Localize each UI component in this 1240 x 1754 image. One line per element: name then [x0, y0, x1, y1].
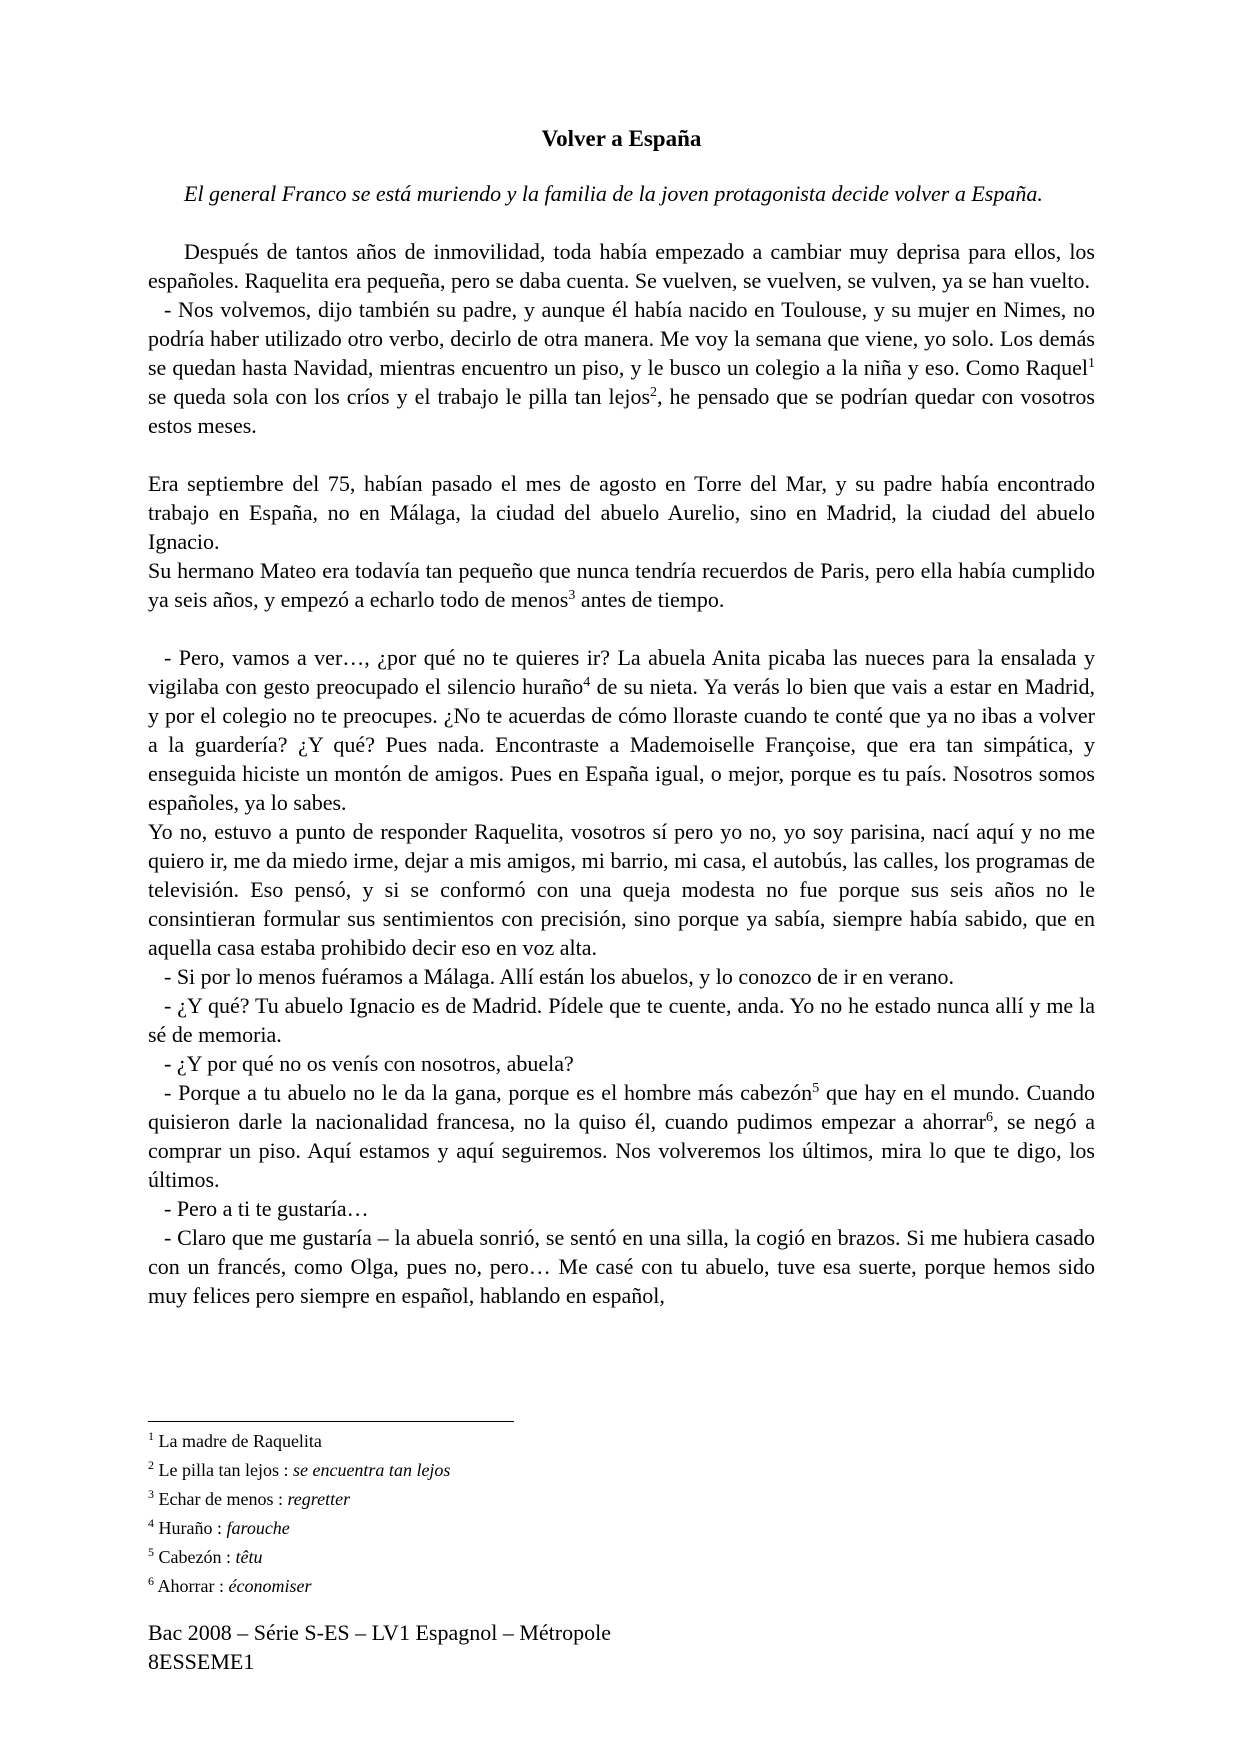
- footnote-item: [148, 1427, 1095, 1456]
- footnote-ref-2: 2: [650, 385, 658, 400]
- paragraph-8: - ¿Y qué? Tu abuelo Ignacio es de Madrid. Pídele que te cuente, anda. Yo no he estado nunca allí y me la sé de memoria.: [148, 993, 1095, 1047]
- footnote-item: [148, 1543, 1095, 1572]
- paragraph-5-part-b: de su nieta. Ya verás lo bien que vais a estar en Madrid, y por el colegio no te preocupes. ¿No te acuerdas de cómo lloraste cuando te conté que ya no ibas a volver a la guardería? ¿Y qué? Pues nada. Encontraste a Mademoiselle Françoise, que era tan simpática, y enseguida hiciste un montón de amigos. Pues en España igual, o mejor, porque es tu país. Nosotros somos españoles, ya lo sabes.: [148, 674, 1095, 815]
- paragraph-5-part-a: - Pero, vamos a ver…, ¿por qué no te quieres ir? La abuela Anita picaba las nueces para la ensalada y vigilaba con gesto preocupado el silencio huraño: [148, 645, 1095, 699]
- footnote-number: 1: [148, 1429, 154, 1443]
- footer-code: 8ESSEME1: [148, 1649, 255, 1674]
- footnote-item: [148, 1514, 1095, 1543]
- footnote-number: 2: [148, 1458, 154, 1472]
- footnote-definition: têtu: [235, 1547, 263, 1567]
- footnote-ref-1: 1: [1088, 356, 1095, 371]
- footnote-ref-5: 5: [812, 1081, 820, 1096]
- footnote-definition: regretter: [287, 1489, 351, 1509]
- footnote-number: 5: [148, 1545, 154, 1559]
- paragraph-3: Era septiembre del 75, habían pasado el mes de agosto en Torre del Mar, y su padre había encontrado trabajo en España, no en Málaga, la ciudad del abuelo Aurelio, sino en Madrid, la ciudad del abuelo Ignacio.: [148, 471, 1095, 554]
- footnotes: [148, 1427, 1095, 1601]
- footnote-number: 3: [148, 1487, 154, 1501]
- paragraph-2-part-b: se queda sola con los críos y el trabajo le pilla tan lejos: [148, 384, 651, 409]
- paragraph-10-part-a: - Porque a tu abuelo no le da la gana, porque es el hombre más cabezón: [164, 1080, 813, 1105]
- intro-paragraph: El general Franco se está muriendo y la familia de la joven protagonista decide volver a España.: [184, 181, 1043, 206]
- footnote-term: Echar de menos :: [158, 1489, 288, 1509]
- paragraph-10-part-b: que hay en el mundo. Cuando quisieron darle la nacionalidad francesa, no la quiso él, cuando pudimos empezar a ahorrar: [148, 1080, 1095, 1134]
- paragraph-4: [148, 556, 1095, 614]
- paragraph-1: Después de tantos años de inmovilidad, toda había empezado a cambiar muy deprisa para ellos, los españoles. Raquelita era pequeña, pero se daba cuenta. Se vuelven, se vuelven, se vulven, ya se han vuelto.: [148, 239, 1095, 293]
- footnote-ref-6: 6: [986, 1110, 993, 1125]
- paragraph-11: - Pero a ti te gustaría…: [164, 1196, 369, 1221]
- footnote-definition: se encuentra tan lejos: [292, 1460, 451, 1480]
- document-title: Volver a España: [541, 126, 702, 151]
- paragraph-9: - ¿Y por qué no os venís con nosotros, abuela?: [164, 1051, 574, 1076]
- paragraph-4-part-a: Su hermano Mateo era todavía tan pequeño que nunca tendría recuerdos de Paris, pero ella había cumplido ya seis años, y empezó a echarlo todo de menos: [148, 558, 1095, 612]
- footnote-term: Huraño :: [158, 1518, 227, 1538]
- footnote-term: Ahorrar :: [157, 1576, 229, 1596]
- paragraph-7: - Si por lo menos fuéramos a Málaga. Allí están los abuelos, y lo conozco de ir en verano.: [164, 964, 954, 989]
- paragraph-6: Yo no, estuvo a punto de responder Raquelita, vosotros sí pero yo no, yo soy parisina, nací aquí y no me quiero ir, me da miedo irme, dejar a mis amigos, mi barrio, mi casa, el autobús, las calles, los programas de televisión. Eso pensó, y si se conformó con una queja modesta no fue porque sus seis años no le consintieran formular sus sentimientos con precisión, sino porque ya sabía, siempre había sabido, que en aquella casa estaba prohibido decir eso en voz alta.: [148, 819, 1095, 960]
- footnote-number: 4: [148, 1516, 154, 1530]
- footnote-term: Le pilla tan lejos :: [158, 1460, 293, 1480]
- footnote-item: [148, 1572, 1095, 1601]
- footnote-item: [148, 1485, 1095, 1514]
- footer-exam-line: Bac 2008 – Série S-ES – LV1 Espagnol – Métropole: [148, 1620, 611, 1645]
- footnote-definition: farouche: [226, 1518, 290, 1538]
- main-text: [148, 179, 1095, 1310]
- paragraph-12: - Claro que me gustaría – la abuela sonrió, se sentó en una silla, la cogió en brazos. Si me hubiera casado con un francés, como Olga, pues no, pero… Me casé con tu abuelo, tuve esa suerte, porque hemos sido muy felices pero siempre en español, hablando en español,: [148, 1225, 1095, 1308]
- footnote-separator: [148, 1421, 514, 1422]
- paragraph-10-part-c: , se negó a comprar un piso. Aquí estamos y aquí seguiremos. Nos volveremos los últimos, mira lo que te digo, los últimos.: [148, 1109, 1095, 1192]
- footnote-term: La madre de Raquelita: [158, 1431, 322, 1451]
- paragraph-2: [148, 295, 1095, 440]
- footnote-number: 6: [148, 1574, 154, 1588]
- paragraph-4-part-b: antes de tiempo.: [575, 587, 725, 612]
- paragraph-5: [148, 643, 1095, 817]
- paragraph-2-part-a: - Nos volvemos, dijo también su padre, y aunque él había nacido en Toulouse, y su mujer en Nimes, no podría haber utilizado otro verbo, decirlo de otra manera. Me voy la semana que viene, yo solo. Los demás se quedan hasta Navidad, mientras encuentro un piso, y le busco un colegio a la niña y eso. Como Raquel: [148, 297, 1095, 380]
- footnote-definition: économiser: [228, 1576, 312, 1596]
- paragraph-10: [148, 1078, 1095, 1194]
- page-footer: [148, 1618, 611, 1676]
- footnote-term: Cabezón :: [158, 1547, 236, 1567]
- footnote-item: [148, 1456, 1095, 1485]
- paragraph-2-part-c: , he pensado que se podrían quedar con vosotros estos meses.: [148, 384, 1095, 438]
- footnote-ref-4: 4: [583, 675, 591, 690]
- footnote-ref-3: 3: [568, 588, 576, 603]
